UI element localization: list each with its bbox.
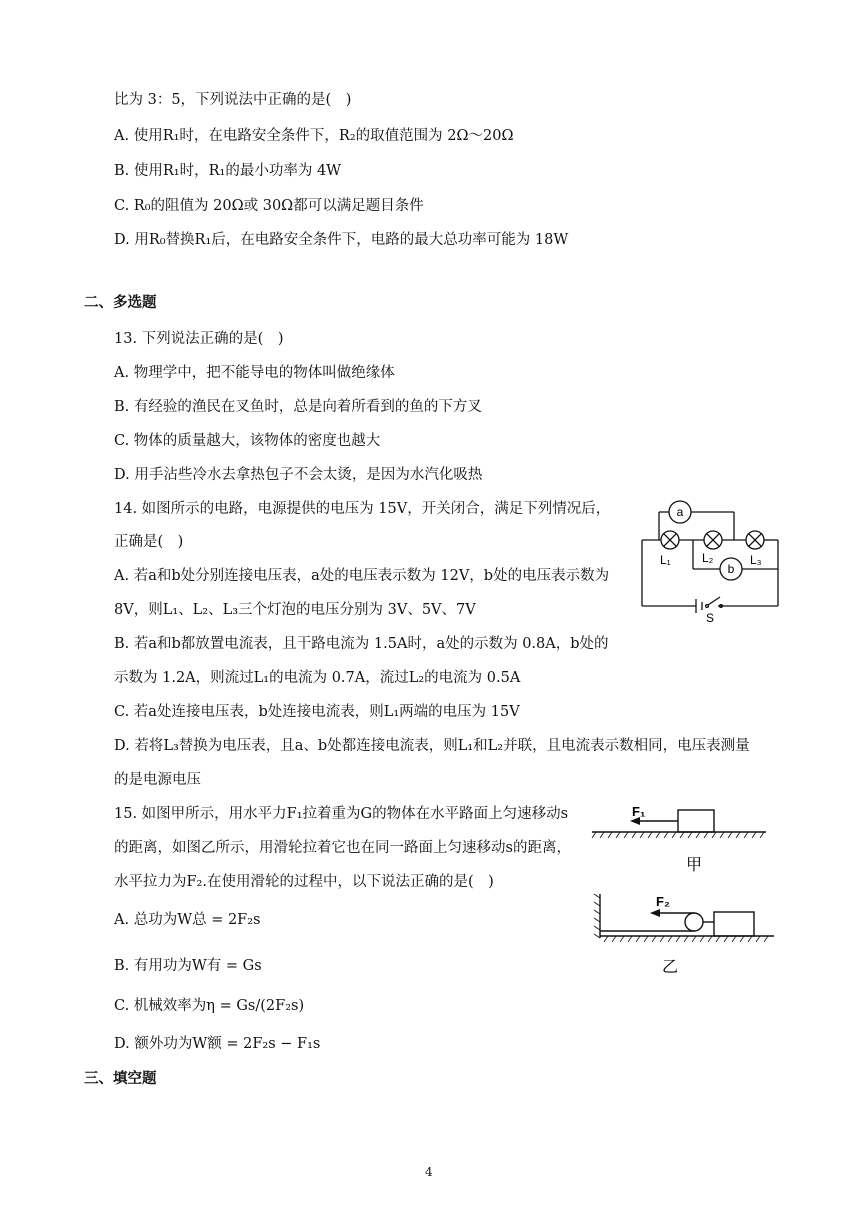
q13-option-d: D. 用手沾些冷水去拿热包子不会太烫，是因为水汽化吸热	[114, 467, 483, 483]
q14-option-d-line1: D. 若将L₃替换为电压表，且a、b处都连接电流表，则L₁和L₂并联，且电流表示数相同，电压表测量	[114, 738, 750, 754]
q14-circuit-diagram	[636, 496, 786, 626]
q12-option-d: D. 用R₀替换R₁后，在电路安全条件下，电路的最大总功率可能为 18W	[114, 232, 569, 248]
q14-stem-line1: 14. 如图所示的电路，电源提供的电压为 15V，开关闭合，满足下列情况后，	[114, 501, 611, 517]
force-f2-label: F₂	[656, 894, 670, 909]
q14-stem-line2: 正确是( )	[114, 534, 184, 550]
q14-option-b-line2: 示数为 1.2A，则流过L₁的电流为 0.7A，流过L₂的电流为 0.5A	[114, 670, 521, 686]
q15-stem-line1: 15. 如图甲所示，用水平力F₁拉着重为G的物体在水平路面上匀速移动s	[114, 806, 569, 822]
section-heading-fill-blank: 三、填空题	[84, 1070, 157, 1087]
q13-option-b: B. 有经验的渔民在叉鱼时，总是向着所看到的鱼的下方叉	[114, 399, 482, 415]
section-heading-multi-choice: 二、多选题	[84, 294, 157, 311]
q13-option-a: A. 物理学中，把不能导电的物体叫做绝缘体	[114, 365, 395, 381]
q14-option-d-line2: 的是电源电压	[114, 772, 201, 788]
q15-option-a: A. 总功为W总 = 2F₂s	[114, 912, 261, 928]
q15-stem-line2: 的距离，如图乙所示，用滑轮拉着它也在同一路面上匀速移动s的距离，	[114, 840, 571, 856]
meter-a-label: a	[676, 505, 684, 519]
q12-stem-tail: 比为 3：5，下列说法中正确的是( )	[114, 92, 352, 108]
q13-stem: 13. 下列说法正确的是( )	[114, 331, 284, 347]
q14-option-a-line2: 8V，则L₁、L₂、L₃三个灯泡的电压分别为 3V、5V、7V	[114, 602, 476, 618]
q15-option-b: B. 有用功为W有 = Gs	[114, 958, 262, 974]
lamp-l3-label: L₃	[750, 553, 762, 567]
q15-option-d: D. 额外功为W额 = 2F₂s − F₁s	[114, 1036, 321, 1052]
q14-option-c: C. 若a处连接电压表，b处连接电流表，则L₁两端的电压为 15V	[114, 704, 520, 720]
q13-option-c: C. 物体的质量越大，该物体的密度也越大	[114, 433, 381, 449]
meter-b-label: b	[727, 562, 735, 576]
page-number: 4	[425, 1165, 433, 1179]
q15-pulley-figures	[590, 798, 780, 980]
q12-option-c: C. R₀的阻值为 20Ω或 30Ω都可以满足题目条件	[114, 198, 424, 214]
q12-option-b: B. 使用R₁时，R₁的最小功率为 4W	[114, 163, 342, 179]
switch-s-label: S	[706, 611, 715, 625]
lamp-l2-label: L₂	[702, 551, 714, 565]
force-f1-label: F₁	[632, 804, 646, 819]
figure-jia-label: 甲	[686, 855, 703, 874]
q15-stem-line3: 水平拉力为F₂.在使用滑轮的过程中，以下说法正确的是( )	[114, 874, 494, 890]
q14-option-b-line1: B. 若a和b都放置电流表，且干路电流为 1.5A时，a处的示数为 0.8A，b处的	[114, 636, 609, 652]
figure-yi-label: 乙	[662, 957, 679, 976]
q12-option-a: A. 使用R₁时，在电路安全条件下，R₂的取值范围为 2Ω～20Ω	[114, 128, 514, 144]
q14-option-a-line1: A. 若a和b处分别连接电压表，a处的电压表示数为 12V，b处的电压表示数为	[114, 568, 610, 584]
q15-option-c: C. 机械效率为η = Gs/(2F₂s)	[114, 998, 305, 1014]
lamp-l1-label: L₁	[660, 553, 671, 567]
